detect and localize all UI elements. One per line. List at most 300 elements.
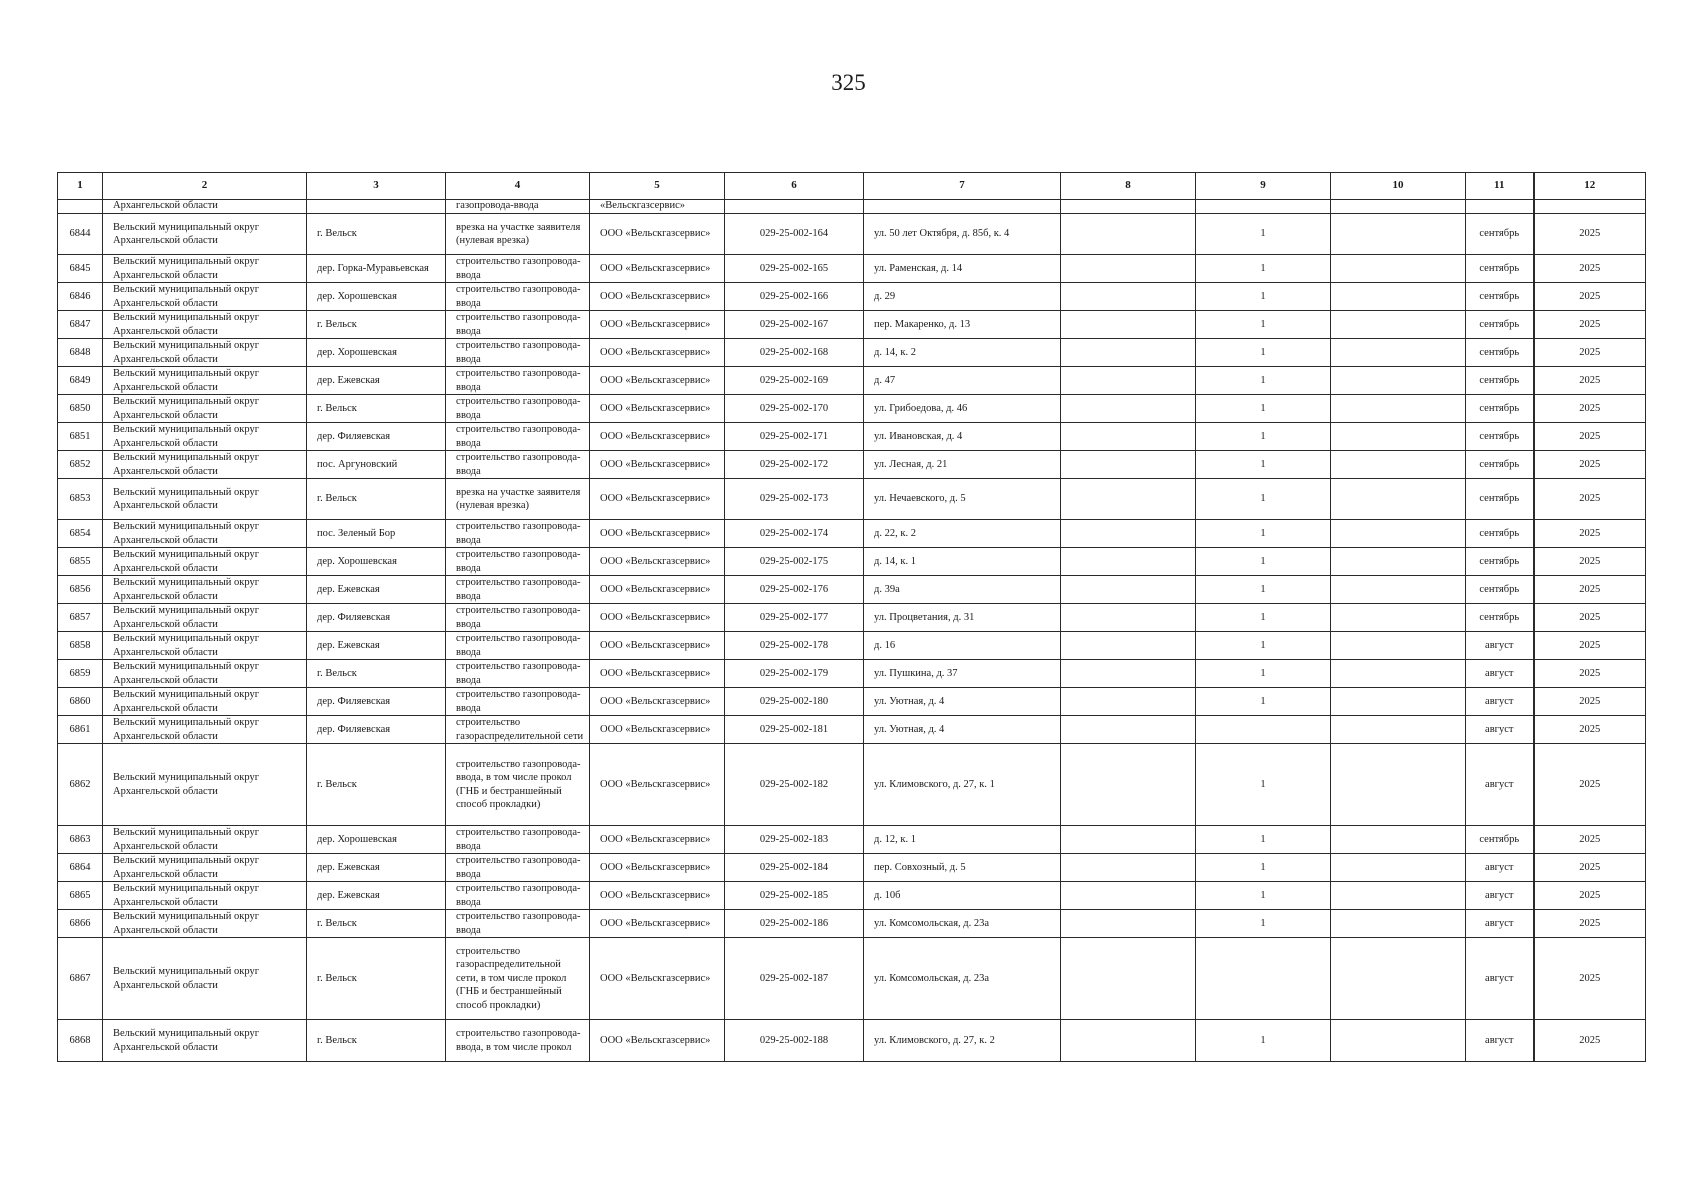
address-cell: ул. Нечаевского, д. 5: [864, 479, 1061, 520]
month-cell: август: [1466, 854, 1534, 882]
code-cell: 029-25-002-164: [725, 214, 864, 255]
row-number-cell: 6858: [58, 632, 103, 660]
locality-cell: дер. Хорошевская: [307, 826, 446, 854]
row-number-cell: 6856: [58, 576, 103, 604]
work-cell: строительство газопровода-ввода: [446, 367, 590, 395]
month-cell: сентябрь: [1466, 311, 1534, 339]
col10-cell: [1331, 854, 1466, 882]
table-row: [58, 576, 1646, 604]
org-cell: ООО «Вельскгазсервис»: [590, 826, 725, 854]
row-number-cell: 6855: [58, 548, 103, 576]
code-cell: 029-25-002-170: [725, 395, 864, 423]
code-cell: 029-25-002-172: [725, 451, 864, 479]
header-row: [58, 173, 1646, 200]
col10-cell: [1331, 632, 1466, 660]
address-cell: ул. 50 лет Октября, д. 85б, к. 4: [864, 214, 1061, 255]
col10-cell: [1331, 283, 1466, 311]
okrug-cell: Вельский муниципальный округ Архангельской области: [103, 451, 307, 479]
locality-cell: дер. Филяевская: [307, 716, 446, 744]
org-cell: ООО «Вельскгазсервис»: [590, 910, 725, 938]
count-cell: 1: [1196, 451, 1331, 479]
year-cell: 2025: [1534, 367, 1646, 395]
table-row: [58, 854, 1646, 882]
table-row: [58, 604, 1646, 632]
work-cell: строительство газораспределительной сети, в том числе прокол (ГНБ и бестраншейный способ прокладки): [446, 938, 590, 1020]
col8-cell: [1061, 744, 1196, 826]
org-cell: ООО «Вельскгазсервис»: [590, 882, 725, 910]
address-cell: ул. Климовского, д. 27, к. 1: [864, 744, 1061, 826]
year-cell: 2025: [1534, 255, 1646, 283]
locality-cell: дер. Филяевская: [307, 688, 446, 716]
work-cell: строительство газопровода-ввода: [446, 283, 590, 311]
count-cell: 1: [1196, 311, 1331, 339]
table-row: [58, 910, 1646, 938]
column-header: 10: [1331, 173, 1466, 200]
org-cell: ООО «Вельскгазсервис»: [590, 604, 725, 632]
address-cell: ул. Климовского, д. 27, к. 2: [864, 1020, 1061, 1062]
col8-cell: [1061, 826, 1196, 854]
code-cell: 029-25-002-180: [725, 688, 864, 716]
org-cell: ООО «Вельскгазсервис»: [590, 479, 725, 520]
locality-cell: дер. Филяевская: [307, 604, 446, 632]
work-cell: строительство газопровода-ввода: [446, 604, 590, 632]
okrug-cell: Вельский муниципальный округ Архангельской области: [103, 548, 307, 576]
col10-cell: [1331, 576, 1466, 604]
address-cell: д. 10б: [864, 882, 1061, 910]
row-number-cell: 6863: [58, 826, 103, 854]
work-cell: строительство газопровода-ввода: [446, 882, 590, 910]
table-row: [58, 716, 1646, 744]
year-cell: 2025: [1534, 938, 1646, 1020]
month-cell: август: [1466, 716, 1534, 744]
locality-cell: г. Вельск: [307, 395, 446, 423]
year-cell: 2025: [1534, 520, 1646, 548]
year-cell: 2025: [1534, 826, 1646, 854]
month-cell: сентябрь: [1466, 826, 1534, 854]
column-header: 12: [1534, 173, 1646, 200]
col8-cell: [1061, 395, 1196, 423]
address-cell: ул. Комсомольская, д. 23а: [864, 910, 1061, 938]
org-cell: ООО «Вельскгазсервис»: [590, 660, 725, 688]
row-number-cell: 6865: [58, 882, 103, 910]
year-cell: 2025: [1534, 576, 1646, 604]
org-cell: ООО «Вельскгазсервис»: [590, 423, 725, 451]
address-cell: д. 12, к. 1: [864, 826, 1061, 854]
locality-cell: г. Вельск: [307, 479, 446, 520]
col10-cell: [1331, 255, 1466, 283]
work-cell: строительство газопровода-ввода: [446, 395, 590, 423]
address-cell: ул. Процветания, д. 31: [864, 604, 1061, 632]
registry-table: [57, 172, 1646, 1062]
okrug-cell: Вельский муниципальный округ Архангельской области: [103, 744, 307, 826]
col8-cell: [1061, 688, 1196, 716]
count-cell: 1: [1196, 395, 1331, 423]
address-cell: д. 14, к. 1: [864, 548, 1061, 576]
locality-cell: г. Вельск: [307, 660, 446, 688]
locality-cell: дер. Ежевская: [307, 576, 446, 604]
okrug-cell: Вельский муниципальный округ Архангельской области: [103, 423, 307, 451]
month-cell: август: [1466, 1020, 1534, 1062]
count-cell: 1: [1196, 660, 1331, 688]
col8-cell: [1061, 548, 1196, 576]
col10-cell: [1331, 311, 1466, 339]
row-number-cell: 6844: [58, 214, 103, 255]
count-cell: 1: [1196, 576, 1331, 604]
count-cell: 1: [1196, 283, 1331, 311]
locality-cell: г. Вельск: [307, 744, 446, 826]
year-cell: 2025: [1534, 716, 1646, 744]
locality-cell: г. Вельск: [307, 1020, 446, 1062]
col10-cell: [1331, 688, 1466, 716]
table-row: [58, 882, 1646, 910]
column-header: 11: [1466, 173, 1534, 200]
month-cell: сентябрь: [1466, 520, 1534, 548]
month-cell: август: [1466, 632, 1534, 660]
row-number-cell: 6848: [58, 339, 103, 367]
month-cell: сентябрь: [1466, 576, 1534, 604]
col10-cell: [1331, 604, 1466, 632]
col8-cell: [1061, 854, 1196, 882]
table-row: [58, 311, 1646, 339]
org-cell: ООО «Вельскгазсервис»: [590, 214, 725, 255]
code-cell: 029-25-002-167: [725, 311, 864, 339]
year-cell: 2025: [1534, 214, 1646, 255]
table-row: [58, 214, 1646, 255]
work-cell: строительство газопровода-ввода: [446, 311, 590, 339]
work-cell: строительство газопровода-ввода: [446, 660, 590, 688]
row-number-cell: 6851: [58, 423, 103, 451]
table-row: [58, 339, 1646, 367]
row-number-cell: 6849: [58, 367, 103, 395]
locality-cell: г. Вельск: [307, 910, 446, 938]
count-cell: [1196, 938, 1331, 1020]
col8-cell: [1061, 339, 1196, 367]
code-cell: 029-25-002-166: [725, 283, 864, 311]
locality-cell: дер. Ежевская: [307, 854, 446, 882]
locality-cell: дер. Хорошевская: [307, 548, 446, 576]
count-cell: 1: [1196, 826, 1331, 854]
column-header: 7: [864, 173, 1061, 200]
year-cell: 2025: [1534, 395, 1646, 423]
org-cell: ООО «Вельскгазсервис»: [590, 520, 725, 548]
table-row: [58, 1020, 1646, 1062]
col10-cell: [1331, 910, 1466, 938]
col10-cell: [1331, 339, 1466, 367]
count-cell: 1: [1196, 632, 1331, 660]
col8-cell: [1061, 423, 1196, 451]
row-number-cell: 6861: [58, 716, 103, 744]
address-cell: ул. Уютная, д. 4: [864, 688, 1061, 716]
row-number-cell: 6867: [58, 938, 103, 1020]
address-cell: ул. Лесная, д. 21: [864, 451, 1061, 479]
table-row: [58, 520, 1646, 548]
col10-cell: [1331, 716, 1466, 744]
table-row: [58, 451, 1646, 479]
locality-cell: пос. Зеленый Бор: [307, 520, 446, 548]
row-number-cell: 6854: [58, 520, 103, 548]
col8-cell: [1061, 604, 1196, 632]
row-number-cell: 6859: [58, 660, 103, 688]
address-cell: ул. Ивановская, д. 4: [864, 423, 1061, 451]
month-cell: сентябрь: [1466, 255, 1534, 283]
org-cell: «Вельскгазсервис»: [590, 200, 725, 214]
address-cell: д. 29: [864, 283, 1061, 311]
year-cell: 2025: [1534, 910, 1646, 938]
work-cell: строительство газопровода-ввода: [446, 688, 590, 716]
count-cell: 1: [1196, 548, 1331, 576]
code-cell: 029-25-002-174: [725, 520, 864, 548]
row-number-cell: 6852: [58, 451, 103, 479]
locality-cell: пос. Аргуновский: [307, 451, 446, 479]
locality-cell: г. Вельск: [307, 311, 446, 339]
col8-cell: [1061, 632, 1196, 660]
column-header: 6: [725, 173, 864, 200]
org-cell: ООО «Вельскгазсервис»: [590, 1020, 725, 1062]
work-cell: строительство газопровода-ввода: [446, 910, 590, 938]
org-cell: ООО «Вельскгазсервис»: [590, 632, 725, 660]
continuation-row: [58, 200, 1646, 214]
col10-cell: [1331, 882, 1466, 910]
row-number-cell: 6866: [58, 910, 103, 938]
code-cell: 029-25-002-171: [725, 423, 864, 451]
table-row: [58, 938, 1646, 1020]
code-cell: 029-25-002-165: [725, 255, 864, 283]
address-cell: ул. Раменская, д. 14: [864, 255, 1061, 283]
column-header: 9: [1196, 173, 1331, 200]
work-cell: строительство газопровода-ввода: [446, 255, 590, 283]
col10-cell: [1331, 451, 1466, 479]
col10-cell: [1331, 423, 1466, 451]
year-cell: 2025: [1534, 1020, 1646, 1062]
okrug-cell: Вельский муниципальный округ Архангельской области: [103, 520, 307, 548]
locality-cell: дер. Ежевская: [307, 367, 446, 395]
okrug-cell: Вельский муниципальный округ Архангельской области: [103, 882, 307, 910]
table-row: [58, 548, 1646, 576]
count-cell: 1: [1196, 255, 1331, 283]
count-cell: 1: [1196, 520, 1331, 548]
okrug-cell: Вельский муниципальный округ Архангельской области: [103, 632, 307, 660]
month-cell: сентябрь: [1466, 604, 1534, 632]
year-cell: 2025: [1534, 339, 1646, 367]
code-cell: 029-25-002-184: [725, 854, 864, 882]
okrug-cell: Вельский муниципальный округ Архангельской области: [103, 367, 307, 395]
count-cell: 1: [1196, 744, 1331, 826]
count-cell: [1196, 716, 1331, 744]
col8-cell: [1061, 311, 1196, 339]
count-cell: 1: [1196, 367, 1331, 395]
col8-cell: [1061, 479, 1196, 520]
org-cell: ООО «Вельскгазсервис»: [590, 576, 725, 604]
code-cell: 029-25-002-178: [725, 632, 864, 660]
count-cell: 1: [1196, 214, 1331, 255]
col8-cell: [1061, 520, 1196, 548]
col8-cell: [1061, 576, 1196, 604]
column-header: 2: [103, 173, 307, 200]
okrug-cell: Вельский муниципальный округ Архангельской области: [103, 826, 307, 854]
col10-cell: [1331, 479, 1466, 520]
col10-cell: [1331, 660, 1466, 688]
org-cell: ООО «Вельскгазсервис»: [590, 744, 725, 826]
address-cell: д. 47: [864, 367, 1061, 395]
code-cell: 029-25-002-179: [725, 660, 864, 688]
locality-cell: г. Вельск: [307, 938, 446, 1020]
row-number-cell: 6860: [58, 688, 103, 716]
column-header: 3: [307, 173, 446, 200]
col8-cell: [1061, 214, 1196, 255]
month-cell: сентябрь: [1466, 548, 1534, 576]
count-cell: 1: [1196, 423, 1331, 451]
year-cell: 2025: [1534, 854, 1646, 882]
code-cell: 029-25-002-169: [725, 367, 864, 395]
code-cell: 029-25-002-187: [725, 938, 864, 1020]
table-row: [58, 479, 1646, 520]
code-cell: 029-25-002-177: [725, 604, 864, 632]
code-cell: 029-25-002-183: [725, 826, 864, 854]
year-cell: 2025: [1534, 451, 1646, 479]
org-cell: ООО «Вельскгазсервис»: [590, 395, 725, 423]
year-cell: 2025: [1534, 882, 1646, 910]
address-cell: д. 16: [864, 632, 1061, 660]
table-row: [58, 283, 1646, 311]
table-row: [58, 367, 1646, 395]
work-cell: врезка на участке заявителя (нулевая врезка): [446, 214, 590, 255]
code-cell: 029-25-002-182: [725, 744, 864, 826]
work-cell: строительство газопровода-ввода: [446, 826, 590, 854]
year-cell: 2025: [1534, 660, 1646, 688]
row-number-cell: 6857: [58, 604, 103, 632]
month-cell: август: [1466, 744, 1534, 826]
col10-cell: [1331, 548, 1466, 576]
okrug-cell: Вельский муниципальный округ Архангельской области: [103, 910, 307, 938]
work-cell: строительство газопровода-ввода: [446, 548, 590, 576]
work-cell: строительство газопровода-ввода, в том числе прокол: [446, 1020, 590, 1062]
locality-cell: г. Вельск: [307, 214, 446, 255]
address-cell: д. 39а: [864, 576, 1061, 604]
code-cell: 029-25-002-173: [725, 479, 864, 520]
locality-cell: дер. Ежевская: [307, 632, 446, 660]
okrug-cell: Вельский муниципальный округ Архангельской области: [103, 688, 307, 716]
org-cell: ООО «Вельскгазсервис»: [590, 367, 725, 395]
okrug-cell: Вельский муниципальный округ Архангельской области: [103, 311, 307, 339]
count-cell: 1: [1196, 1020, 1331, 1062]
code-cell: 029-25-002-176: [725, 576, 864, 604]
okrug-cell: Вельский муниципальный округ Архангельской области: [103, 576, 307, 604]
address-cell: д. 22, к. 2: [864, 520, 1061, 548]
year-cell: 2025: [1534, 548, 1646, 576]
okrug-cell: Вельский муниципальный округ Архангельской области: [103, 1020, 307, 1062]
year-cell: 2025: [1534, 632, 1646, 660]
okrug-cell: Вельский муниципальный округ Архангельской области: [103, 604, 307, 632]
col10-cell: [1331, 1020, 1466, 1062]
org-cell: ООО «Вельскгазсервис»: [590, 688, 725, 716]
table-row: [58, 826, 1646, 854]
col8-cell: [1061, 882, 1196, 910]
table-row: [58, 632, 1646, 660]
address-cell: пер. Макаренко, д. 13: [864, 311, 1061, 339]
count-cell: 1: [1196, 339, 1331, 367]
col10-cell: [1331, 520, 1466, 548]
work-cell: строительство газопровода-ввода: [446, 854, 590, 882]
col10-cell: [1331, 826, 1466, 854]
org-cell: ООО «Вельскгазсервис»: [590, 283, 725, 311]
month-cell: август: [1466, 688, 1534, 716]
col8-cell: [1061, 451, 1196, 479]
work-cell: строительство газопровода-ввода: [446, 423, 590, 451]
okrug-cell: Вельский муниципальный округ Архангельской области: [103, 283, 307, 311]
work-cell: строительство газопровода-ввода: [446, 632, 590, 660]
month-cell: сентябрь: [1466, 479, 1534, 520]
org-cell: ООО «Вельскгазсервис»: [590, 311, 725, 339]
okrug-cell: Вельский муниципальный округ Архангельской области: [103, 938, 307, 1020]
okrug-cell: Вельский муниципальный округ Архангельской области: [103, 660, 307, 688]
year-cell: 2025: [1534, 688, 1646, 716]
work-cell: газопровода-ввода: [446, 200, 590, 214]
locality-cell: дер. Горка-Муравьевская: [307, 255, 446, 283]
work-cell: строительство газопровода-ввода: [446, 576, 590, 604]
month-cell: август: [1466, 910, 1534, 938]
table-row: [58, 744, 1646, 826]
row-number-cell: 6853: [58, 479, 103, 520]
org-cell: ООО «Вельскгазсервис»: [590, 716, 725, 744]
count-cell: 1: [1196, 882, 1331, 910]
col8-cell: [1061, 660, 1196, 688]
work-cell: строительство газопровода-ввода: [446, 520, 590, 548]
count-cell: 1: [1196, 688, 1331, 716]
year-cell: 2025: [1534, 311, 1646, 339]
address-cell: ул. Комсомольская, д. 23а: [864, 938, 1061, 1020]
row-number-cell: 6847: [58, 311, 103, 339]
org-cell: ООО «Вельскгазсервис»: [590, 451, 725, 479]
year-cell: 2025: [1534, 604, 1646, 632]
table-row: [58, 423, 1646, 451]
okrug-cell: Вельский муниципальный округ Архангельской области: [103, 854, 307, 882]
okrug-cell: Вельский муниципальный округ Архангельской области: [103, 479, 307, 520]
col8-cell: [1061, 283, 1196, 311]
address-cell: ул. Грибоедова, д. 46: [864, 395, 1061, 423]
work-cell: строительство газопровода-ввода, в том числе прокол (ГНБ и бестраншейный способ прокладки): [446, 744, 590, 826]
locality-cell: дер. Хорошевская: [307, 283, 446, 311]
column-header: 5: [590, 173, 725, 200]
address-cell: д. 14, к. 2: [864, 339, 1061, 367]
work-cell: строительство газопровода-ввода: [446, 339, 590, 367]
work-cell: строительство газопровода-ввода: [446, 451, 590, 479]
org-cell: ООО «Вельскгазсервис»: [590, 255, 725, 283]
row-number-cell: 6846: [58, 283, 103, 311]
work-cell: строительство газораспределительной сети: [446, 716, 590, 744]
locality-cell: дер. Филяевская: [307, 423, 446, 451]
column-header: 4: [446, 173, 590, 200]
col10-cell: [1331, 395, 1466, 423]
row-number-cell: 6868: [58, 1020, 103, 1062]
table-row: [58, 255, 1646, 283]
count-cell: 1: [1196, 854, 1331, 882]
org-cell: ООО «Вельскгазсервис»: [590, 938, 725, 1020]
okrug-cell: Вельский муниципальный округ Архангельской области: [103, 214, 307, 255]
col10-cell: [1331, 367, 1466, 395]
table-row: [58, 688, 1646, 716]
month-cell: сентябрь: [1466, 451, 1534, 479]
month-cell: сентябрь: [1466, 283, 1534, 311]
okrug-cell: Вельский муниципальный округ Архангельской области: [103, 395, 307, 423]
column-header: 1: [58, 173, 103, 200]
code-cell: 029-25-002-168: [725, 339, 864, 367]
org-cell: ООО «Вельскгазсервис»: [590, 339, 725, 367]
count-cell: 1: [1196, 910, 1331, 938]
month-cell: сентябрь: [1466, 367, 1534, 395]
locality-cell: дер. Хорошевская: [307, 339, 446, 367]
year-cell: 2025: [1534, 283, 1646, 311]
col8-cell: [1061, 1020, 1196, 1062]
